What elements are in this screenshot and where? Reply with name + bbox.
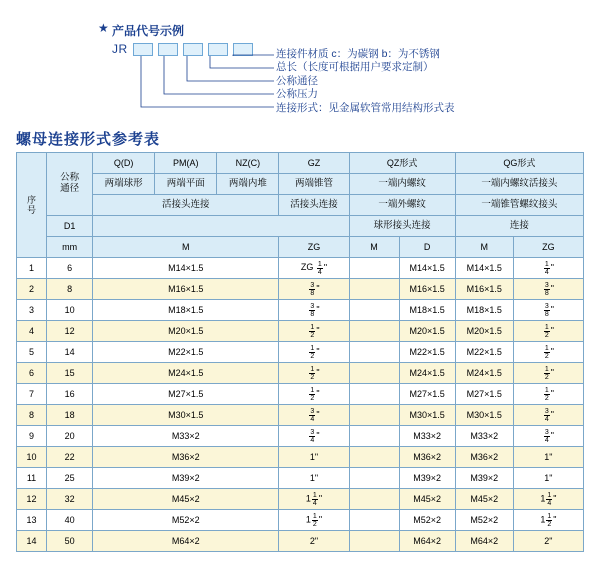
header-group-desc-nz: 两端内堆 [217,174,279,195]
cell-qg-m: M33×2 [455,426,513,447]
header-col-d: D [399,237,455,258]
cell-qg-zg: $\frac{1}{2}$ " [513,342,583,363]
cell-qg-m: M24×1.5 [455,363,513,384]
star-icon: ★ [98,21,109,35]
cell-qg-zg: 1" [513,447,583,468]
header-group-desc-q: 两端球形 [93,174,155,195]
cell-dn: 32 [47,489,93,510]
cell-qz-m [349,510,399,531]
cell-qz-d: M33×2 [399,426,455,447]
cell-qz-d: M16×1.5 [399,279,455,300]
table-row [17,258,584,279]
cell-qz-d: M22×1.5 [399,342,455,363]
legend-label-material: 连接件材质 c：为碳钢 b：为不锈钢 [276,48,440,60]
cell-qz-d: M45×2 [399,489,455,510]
cell-qg-zg: 1" [513,468,583,489]
table-row [17,363,584,384]
cell-qg-zg: $\frac{1}{2}$ " [513,363,583,384]
header-group-desc-qg: 一端内螺纹活接头 [455,174,583,195]
table-header-row-desc [17,174,584,195]
header-connect: 连接 [455,216,583,237]
cell-m-q: M52×2 [93,510,279,531]
header-group-desc-qz: 一端内螺纹 [349,174,455,195]
cell-qg-zg: $\frac{3}{4}$ " [513,405,583,426]
table-row [17,300,584,321]
cell-qg-zg: $\frac{3}{8}$ " [513,279,583,300]
cell-qz-m [349,468,399,489]
cell-m-q: M27×1.5 [93,384,279,405]
cell-zg-gz: $\frac{1}{2}$ " [279,321,349,342]
nut-connection-spec-table [16,152,584,552]
header-col-zg-1: ZG [279,237,349,258]
cell-seq: 6 [17,363,47,384]
header-col-zg-2: ZG [513,237,583,258]
cell-zg-gz: $\frac{1}{2}$ " [279,384,349,405]
legend-title: 产品代号示例 [112,24,185,38]
cell-qz-m [349,342,399,363]
header-conn-union-2: 活接头连接 [279,195,349,216]
cell-qz-m [349,363,399,384]
cell-dn: 16 [47,384,93,405]
header-group-code-gz: GZ [279,153,349,174]
cell-m-q: M18×1.5 [93,300,279,321]
cell-qg-m: M64×2 [455,531,513,552]
table-row [17,405,584,426]
legend-label-nominal-pressure: 公称压力 [276,88,318,101]
spec-table-wrap [16,152,584,552]
cell-m-q: M14×1.5 [93,258,279,279]
table-row [17,489,584,510]
header-group-code-nz: NZ(C) [217,153,279,174]
cell-qg-zg: 1 $\frac{1}{4}$ " [513,489,583,510]
cell-qz-d: M14×1.5 [399,258,455,279]
cell-qz-m [349,321,399,342]
cell-zg-gz: 1" [279,468,349,489]
cell-dn: 20 [47,426,93,447]
cell-zg-gz: 2" [279,531,349,552]
cell-qg-zg: $\frac{1}{4}$ " [513,258,583,279]
cell-qz-m [349,426,399,447]
cell-dn: 10 [47,300,93,321]
table-row [17,279,584,300]
cell-dn: 6 [47,258,93,279]
cell-m-q: M64×2 [93,531,279,552]
cell-qz-m [349,279,399,300]
cell-qz-d: M24×1.5 [399,363,455,384]
cell-seq: 13 [17,510,47,531]
cell-qg-zg: $\frac{3}{4}$ " [513,426,583,447]
cell-seq: 2 [17,279,47,300]
cell-dn: 8 [47,279,93,300]
table-row [17,384,584,405]
cell-qz-m [349,384,399,405]
table-row [17,531,584,552]
cell-m-q: M36×2 [93,447,279,468]
cell-zg-gz: ZG $\frac{1}{4}$ " [279,258,349,279]
header-ball-joint: 球形接头连接 [349,216,455,237]
table-row [17,447,584,468]
cell-qz-m [349,300,399,321]
header-d1: D1 [47,216,93,237]
cell-seq: 9 [17,426,47,447]
cell-qz-d: M36×2 [399,447,455,468]
cell-m-q: M45×2 [93,489,279,510]
cell-m-q: M22×1.5 [93,342,279,363]
legend-label-length: 总长（长度可根据用户要求定制） [276,61,434,74]
cell-seq: 3 [17,300,47,321]
cell-qg-m: M27×1.5 [455,384,513,405]
table-header-row-connection [17,195,584,216]
header-seq: 序 号 [17,153,47,258]
cell-qz-d: M30×1.5 [399,405,455,426]
cell-qg-zg: 2" [513,531,583,552]
table-row [17,426,584,447]
header-blank-1 [93,216,349,237]
cell-zg-gz: $\frac{3}{4}$ " [279,426,349,447]
cell-qg-m: M20×1.5 [455,321,513,342]
table-row [17,510,584,531]
cell-dn: 25 [47,468,93,489]
cell-qz-d: M39×2 [399,468,455,489]
header-col-m-3: M [455,237,513,258]
page-title: 螺母连接形式参考表 [16,131,161,148]
cell-m-q: M16×1.5 [93,279,279,300]
cell-qg-zg: $\frac{3}{8}$ " [513,300,583,321]
cell-zg-gz: 1 $\frac{1}{4}$ " [279,489,349,510]
table-header-row-units [17,237,584,258]
header-nominal-diameter: 公称 通径 [47,153,93,216]
cell-qg-m: M22×1.5 [455,342,513,363]
cell-zg-gz: $\frac{1}{2}$ " [279,342,349,363]
cell-qg-m: M16×1.5 [455,279,513,300]
header-group-desc-pm: 两端平面 [155,174,217,195]
cell-seq: 14 [17,531,47,552]
cell-qz-d: M20×1.5 [399,321,455,342]
cell-seq: 11 [17,468,47,489]
cell-dn: 40 [47,510,93,531]
table-header-row-d1 [17,216,584,237]
cell-dn: 18 [47,405,93,426]
header-conn-taper-pipe: 一端锥管螺纹接头 [455,195,583,216]
legend-label-nominal-diameter: 公称通径 [276,74,318,87]
cell-qg-zg: $\frac{1}{2}$ " [513,321,583,342]
cell-qg-m: M18×1.5 [455,300,513,321]
cell-m-q: M20×1.5 [93,321,279,342]
cell-m-q: M33×2 [93,426,279,447]
code-prefix: JR [112,42,128,56]
cell-seq: 12 [17,489,47,510]
cell-qz-m [349,258,399,279]
cell-qz-d: M52×2 [399,510,455,531]
cell-qg-zg: $\frac{1}{2}$ " [513,384,583,405]
cell-dn: 50 [47,531,93,552]
cell-seq: 10 [17,447,47,468]
header-unit-mm: mm [47,237,93,258]
cell-zg-gz: $\frac{1}{2}$ " [279,363,349,384]
header-group-code-qg: QG形式 [455,153,583,174]
header-conn-external-thread: 一端外螺纹 [349,195,455,216]
cell-qz-d: M18×1.5 [399,300,455,321]
header-group-code-q: Q(D) [93,153,155,174]
header-group-code-pm: PM(A) [155,153,217,174]
cell-qz-d: M27×1.5 [399,384,455,405]
header-conn-union-1: 活接头连接 [93,195,279,216]
cell-qg-m: M36×2 [455,447,513,468]
header-col-m-2: M [349,237,399,258]
cell-zg-gz: 1 $\frac{1}{2}$ " [279,510,349,531]
cell-dn: 22 [47,447,93,468]
cell-qz-m [349,405,399,426]
cell-qg-m: M39×2 [455,468,513,489]
cell-zg-gz: $\frac{3}{8}$ " [279,300,349,321]
cell-seq: 4 [17,321,47,342]
legend-label-connection-form: 连接形式：见金属软管常用结构形式表 [276,101,455,114]
cell-qg-m: M30×1.5 [455,405,513,426]
cell-qz-m [349,447,399,468]
cell-m-q: M30×1.5 [93,405,279,426]
cell-qz-m [349,531,399,552]
table-header-row-codes [17,153,584,174]
cell-m-q: M39×2 [93,468,279,489]
header-group-desc-gz: 两端锥管 [279,174,349,195]
cell-dn: 15 [47,363,93,384]
cell-qz-m [349,489,399,510]
header-col-m-1: M [93,237,279,258]
cell-seq: 8 [17,405,47,426]
table-row [17,321,584,342]
cell-qg-m: M52×2 [455,510,513,531]
cell-qz-d: M64×2 [399,531,455,552]
table-row [17,468,584,489]
cell-zg-gz: $\frac{3}{8}$ " [279,279,349,300]
cell-dn: 12 [47,321,93,342]
cell-qg-m: M14×1.5 [455,258,513,279]
cell-dn: 14 [47,342,93,363]
table-row [17,342,584,363]
cell-seq: 7 [17,384,47,405]
cell-zg-gz: $\frac{3}{4}$ " [279,405,349,426]
product-code-legend [0,0,600,125]
cell-qg-zg: 1 $\frac{1}{2}$ " [513,510,583,531]
cell-seq: 1 [17,258,47,279]
cell-m-q: M24×1.5 [93,363,279,384]
cell-zg-gz: 1" [279,447,349,468]
cell-qg-m: M45×2 [455,489,513,510]
header-group-code-qz: QZ形式 [349,153,455,174]
legend-label-list [276,48,455,115]
table-body [17,258,584,552]
cell-seq: 5 [17,342,47,363]
